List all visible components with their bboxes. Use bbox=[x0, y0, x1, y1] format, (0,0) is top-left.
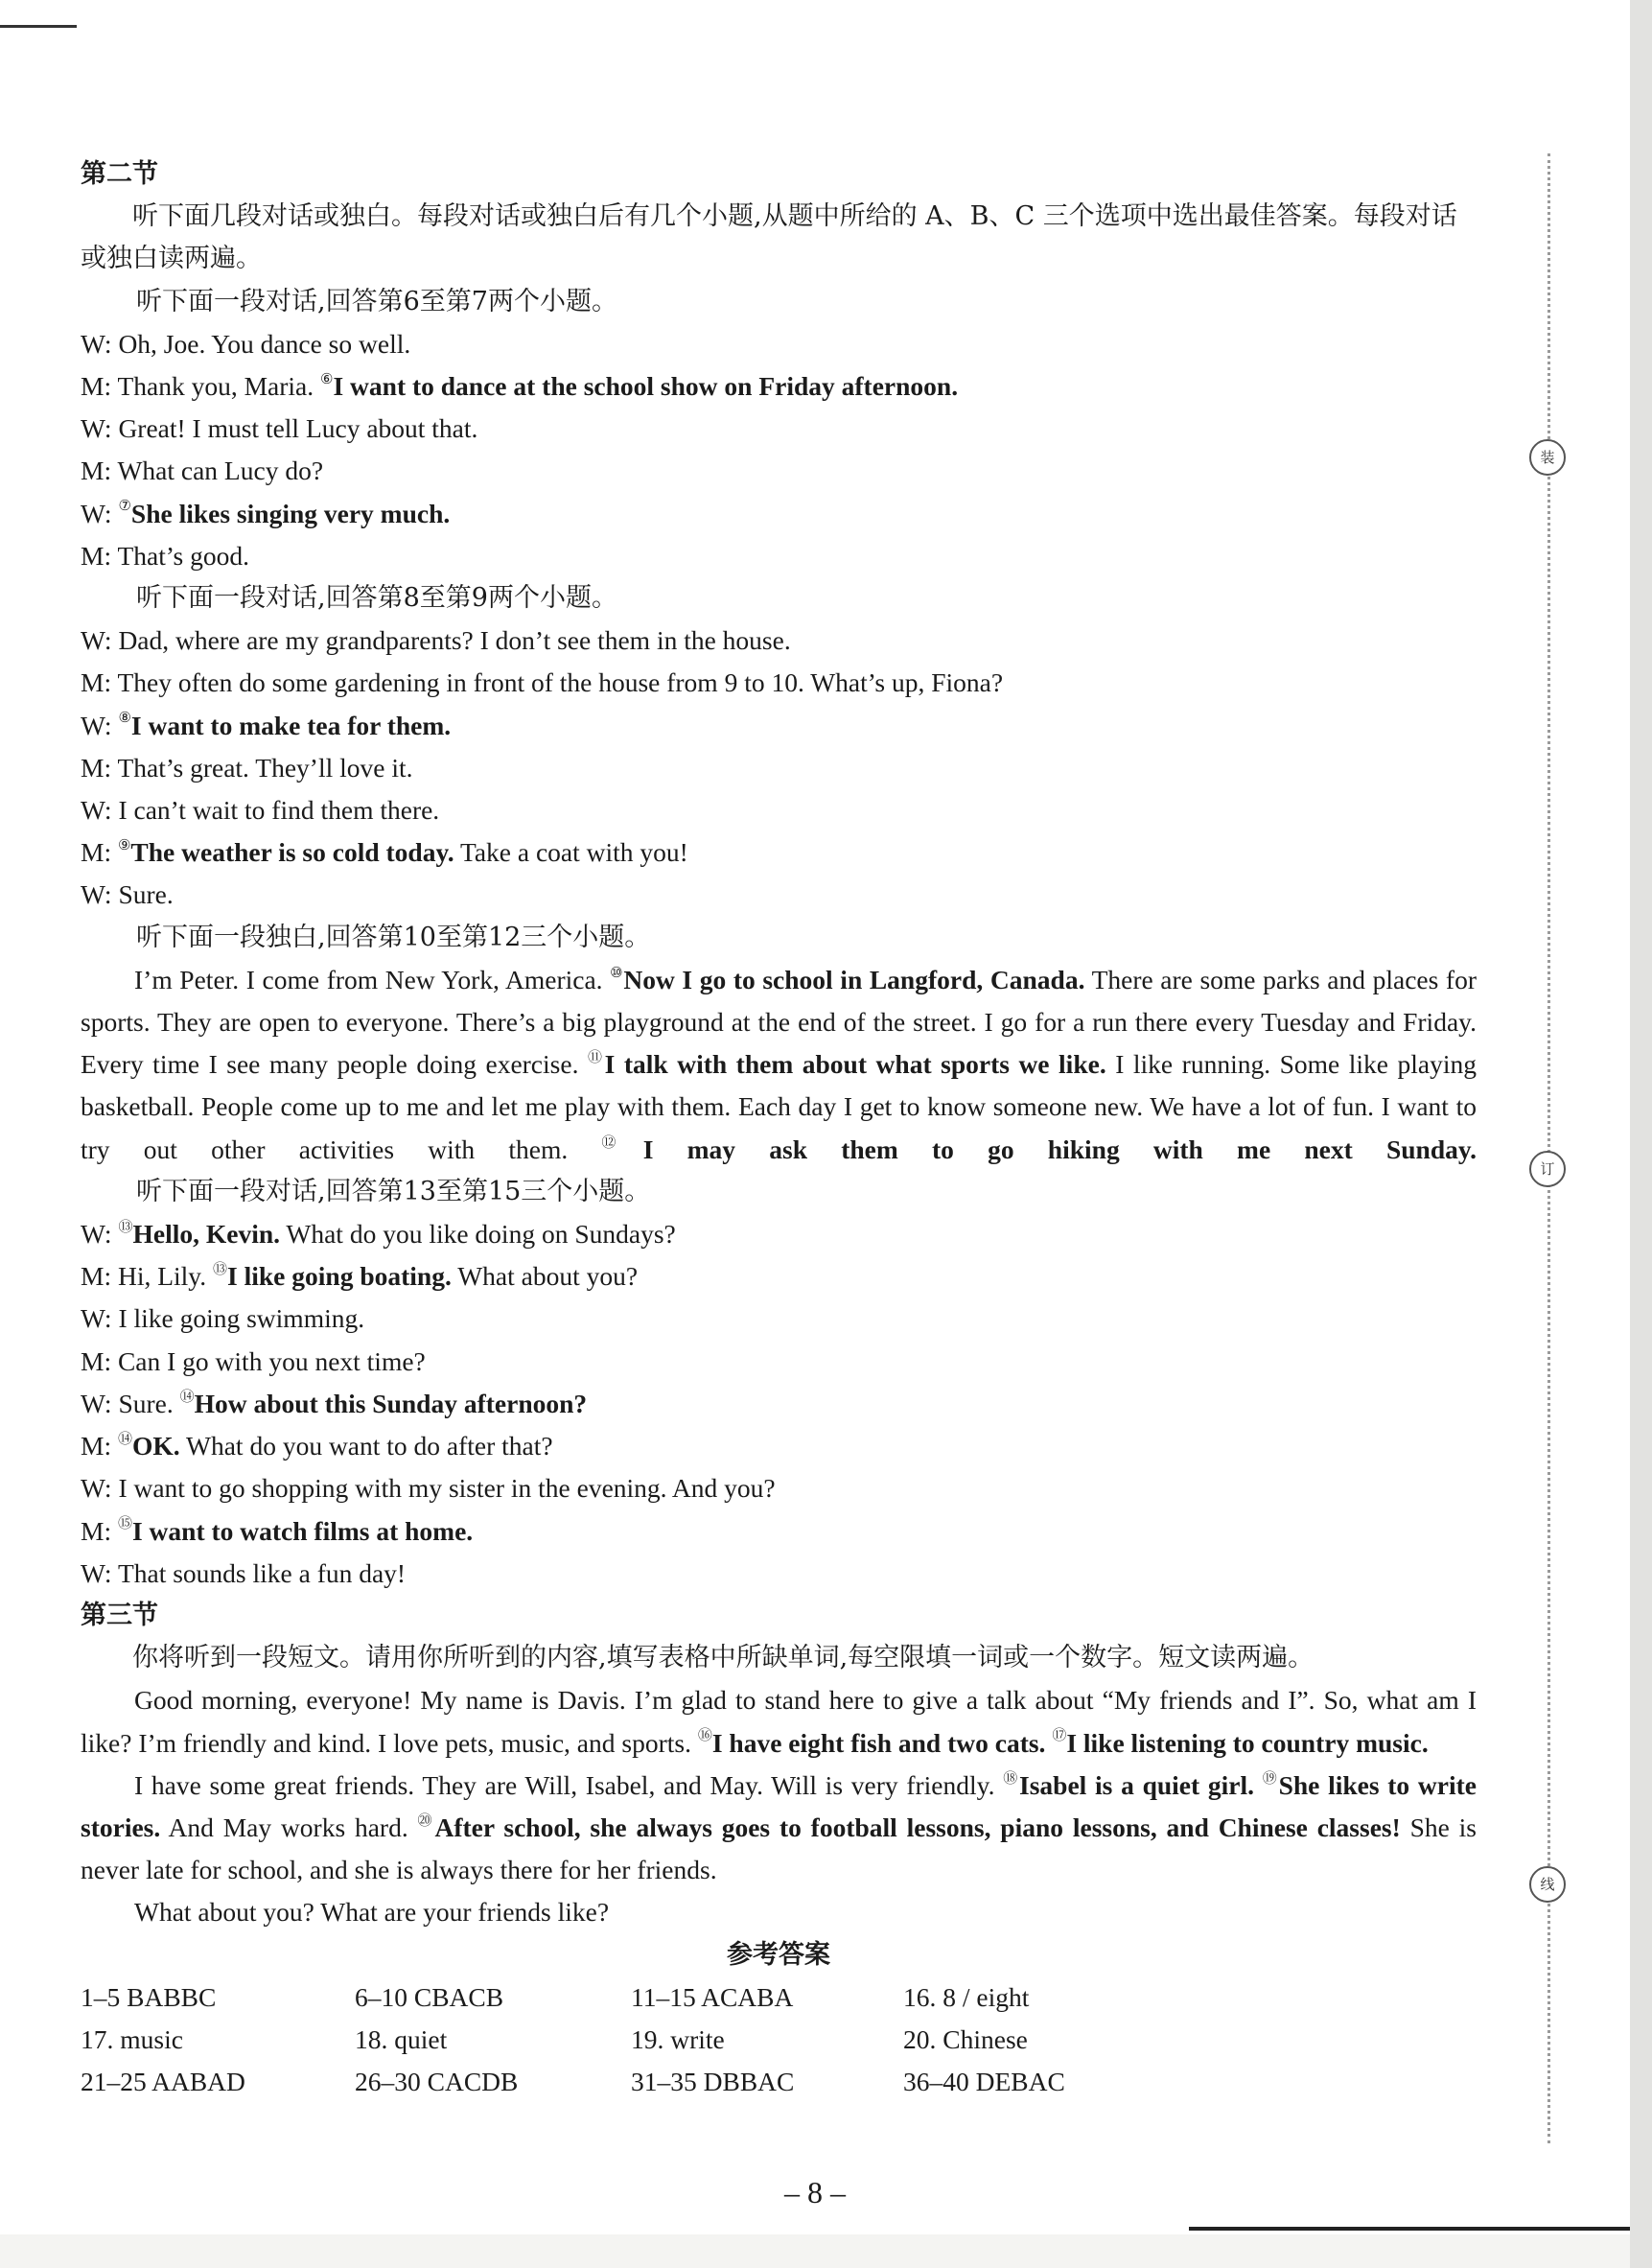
dialogue-3-line-9: W: That sounds like a fun day! bbox=[81, 1557, 407, 1588]
answer-item: 18. quiet bbox=[355, 2023, 448, 2054]
dialogue-2-line-1: W: Dad, where are my grandparents? I don’t see them in the house. bbox=[81, 625, 791, 656]
section-3-instruction: 你将听到一段短文。请用你所听到的内容,填写表格中所缺单词,每空限填一词或一个数字。短文读两遍。 bbox=[132, 1643, 1315, 1673]
dialogue-1-intro: 听下面一段对话,回答第6至第7两个小题。 bbox=[136, 286, 617, 316]
answer-item: 16. 8 / eight bbox=[903, 1981, 1030, 2012]
dialogue-3-line-8: M: ⑮I want to watch films at home. bbox=[81, 1515, 474, 1546]
section-2-heading: 第二节 bbox=[81, 159, 158, 189]
top-rule bbox=[0, 25, 77, 28]
answer-key-title: 参考答案 bbox=[727, 1939, 830, 1970]
dialogue-2-line-4: M: That’s great. They’ll love it. bbox=[81, 752, 413, 783]
question-marker: ⑧ bbox=[118, 711, 131, 727]
answer-item: 20. Chinese bbox=[903, 2023, 1028, 2054]
question-marker: ⑥ bbox=[320, 371, 334, 387]
answer-key-grid bbox=[81, 1976, 1477, 2104]
question-marker: ⑭ bbox=[179, 1389, 195, 1405]
section-2-instruction: 听下面几段对话或独白。每段对话或独白后有几个小题,从题中所给的 A、B、C 三个选项中选出最佳答案。每段对话或独白读两遍。 bbox=[81, 201, 1457, 274]
question-marker: ⑦ bbox=[118, 499, 131, 515]
question-marker: ⑮ bbox=[117, 1516, 132, 1532]
passage-paragraph-1: Good morning, everyone! My name is Davis. I’m glad to stand here to give a talk about “My friends and I”. So, what am I like? I’m friendly and kind. I love pets, music, and sports. ⑯I have eight fish and two cats. ⑰I like listening to country music. bbox=[81, 1685, 1477, 1758]
question-marker: ⑯ bbox=[697, 1728, 712, 1744]
question-marker: ⑩ bbox=[610, 965, 624, 981]
dialogue-3-line-6: M: ⑭OK. What do you want to do after that? bbox=[81, 1431, 553, 1461]
binding-mark-3: 线 bbox=[1529, 1866, 1566, 1903]
binding-mark-1: 装 bbox=[1529, 439, 1566, 476]
passage-paragraph-3: What about you? What are your friends like? bbox=[134, 1897, 610, 1928]
answer-item: 17. music bbox=[81, 2023, 183, 2054]
answer-item: 19. write bbox=[631, 2023, 725, 2054]
dialogue-2-line-6: M: ⑨The weather is so cold today. Take a coat with you! bbox=[81, 837, 688, 868]
dialogue-1-line-3: W: Great! I must tell Lucy about that. bbox=[81, 413, 478, 444]
dialogue-3-line-3: W: I like going swimming. bbox=[81, 1303, 365, 1334]
dialogue-1-line-5: W: ⑦She likes singing very much. bbox=[81, 498, 451, 528]
question-marker: ⑨ bbox=[117, 838, 131, 854]
passage-paragraph-2: I have some great friends. They are Will, Isabel, and May. Will is very friendly. ⑱Isabel is a quiet girl. ⑲She likes to write stories. And May works hard. ⑳After school, she always goes to football lessons, piano lessons, and Chinese classes! She is never late for school, and she is always there for her friends. bbox=[81, 1769, 1477, 1885]
dialogue-3-line-4: M: Can I go with you next time? bbox=[81, 1345, 426, 1376]
binding-mark-2: 订 bbox=[1529, 1151, 1566, 1187]
question-marker: ⑬ bbox=[213, 1262, 228, 1278]
page-number: – 8 – bbox=[784, 2175, 846, 2210]
answer-item: 11–15 ACABA bbox=[631, 1981, 794, 2012]
dialogue-3-line-7: W: I want to go shopping with my sister in the evening. And you? bbox=[81, 1473, 776, 1504]
dialogue-3-line-2: M: Hi, Lily. ⑬I like going boating. What about you? bbox=[81, 1261, 639, 1292]
dialogue-3-intro: 听下面一段对话,回答第13至第15三个小题。 bbox=[136, 1176, 651, 1206]
monologue-intro: 听下面一段独白,回答第10至第12三个小题。 bbox=[136, 922, 651, 952]
dialogue-2-intro: 听下面一段对话,回答第8至第9两个小题。 bbox=[136, 583, 617, 614]
dialogue-2-line-3: W: ⑧I want to make tea for them. bbox=[81, 710, 452, 740]
answer-item: 21–25 AABAD bbox=[81, 2067, 245, 2097]
question-marker: ⑰ bbox=[1052, 1728, 1067, 1744]
dialogue-2-line-7: W: Sure. bbox=[81, 879, 174, 910]
page-edge-shadow bbox=[1630, 0, 1652, 2268]
question-marker: ⑫ bbox=[601, 1134, 643, 1151]
answer-item: 26–30 CACDB bbox=[355, 2067, 519, 2097]
question-marker: ⑬ bbox=[118, 1219, 133, 1235]
dialogue-3-line-1: W: ⑬Hello, Kevin. What do you like doing on Sundays? bbox=[81, 1219, 676, 1250]
question-marker: ⑪ bbox=[587, 1050, 605, 1066]
page-content bbox=[81, 153, 1477, 2103]
dialogue-1-line-4: M: What can Lucy do? bbox=[81, 456, 324, 486]
dialogue-2-line-2: M: They often do some gardening in front of the house from 9 to 10. What’s up, Fiona? bbox=[81, 667, 1004, 698]
answer-item: 31–35 DBBAC bbox=[631, 2067, 795, 2097]
answer-item: 6–10 CBACB bbox=[355, 1981, 504, 2012]
dialogue-1-line-6: M: That’s good. bbox=[81, 540, 249, 571]
question-marker: ⑲ bbox=[1262, 1770, 1279, 1787]
question-marker: ⑳ bbox=[417, 1812, 435, 1829]
answer-item: 36–40 DEBAC bbox=[903, 2067, 1065, 2097]
dialogue-1-line-1: W: Oh, Joe. You dance so well. bbox=[81, 328, 411, 359]
monologue-paragraph: I’m Peter. I come from New York, America. ⑩Now I go to school in Langford, Canada. There are some parks and places for sports. They are open to everyone. There’s a big playground at the end of the street. I go for a run there every Tuesday and Friday. Every time I see many people doing exercise. ⑪I talk with them about what sports we like. I like running. Some like playing basketball. People come up to me and let me play with them. Each day I get to know someone new. We have a lot of fun. I want to try out other activities with them. ⑫I may ask them to go hiking with me next Sunday. bbox=[81, 964, 1477, 1164]
answer-item: 1–5 BABBC bbox=[81, 1981, 217, 2012]
dialogue-3-line-5: W: Sure. ⑭How about this Sunday afternoon? bbox=[81, 1388, 588, 1418]
dialogue-2-line-5: W: I can’t wait to find them there. bbox=[81, 795, 440, 826]
section-3-heading: 第三节 bbox=[81, 1600, 158, 1630]
question-marker: ⑱ bbox=[1003, 1770, 1020, 1787]
bottom-edge-rule bbox=[1189, 2227, 1630, 2231]
question-marker: ⑭ bbox=[117, 1431, 132, 1447]
dialogue-1-line-2: M: Thank you, Maria. ⑥I want to dance at the school show on Friday afternoon. bbox=[81, 371, 959, 402]
